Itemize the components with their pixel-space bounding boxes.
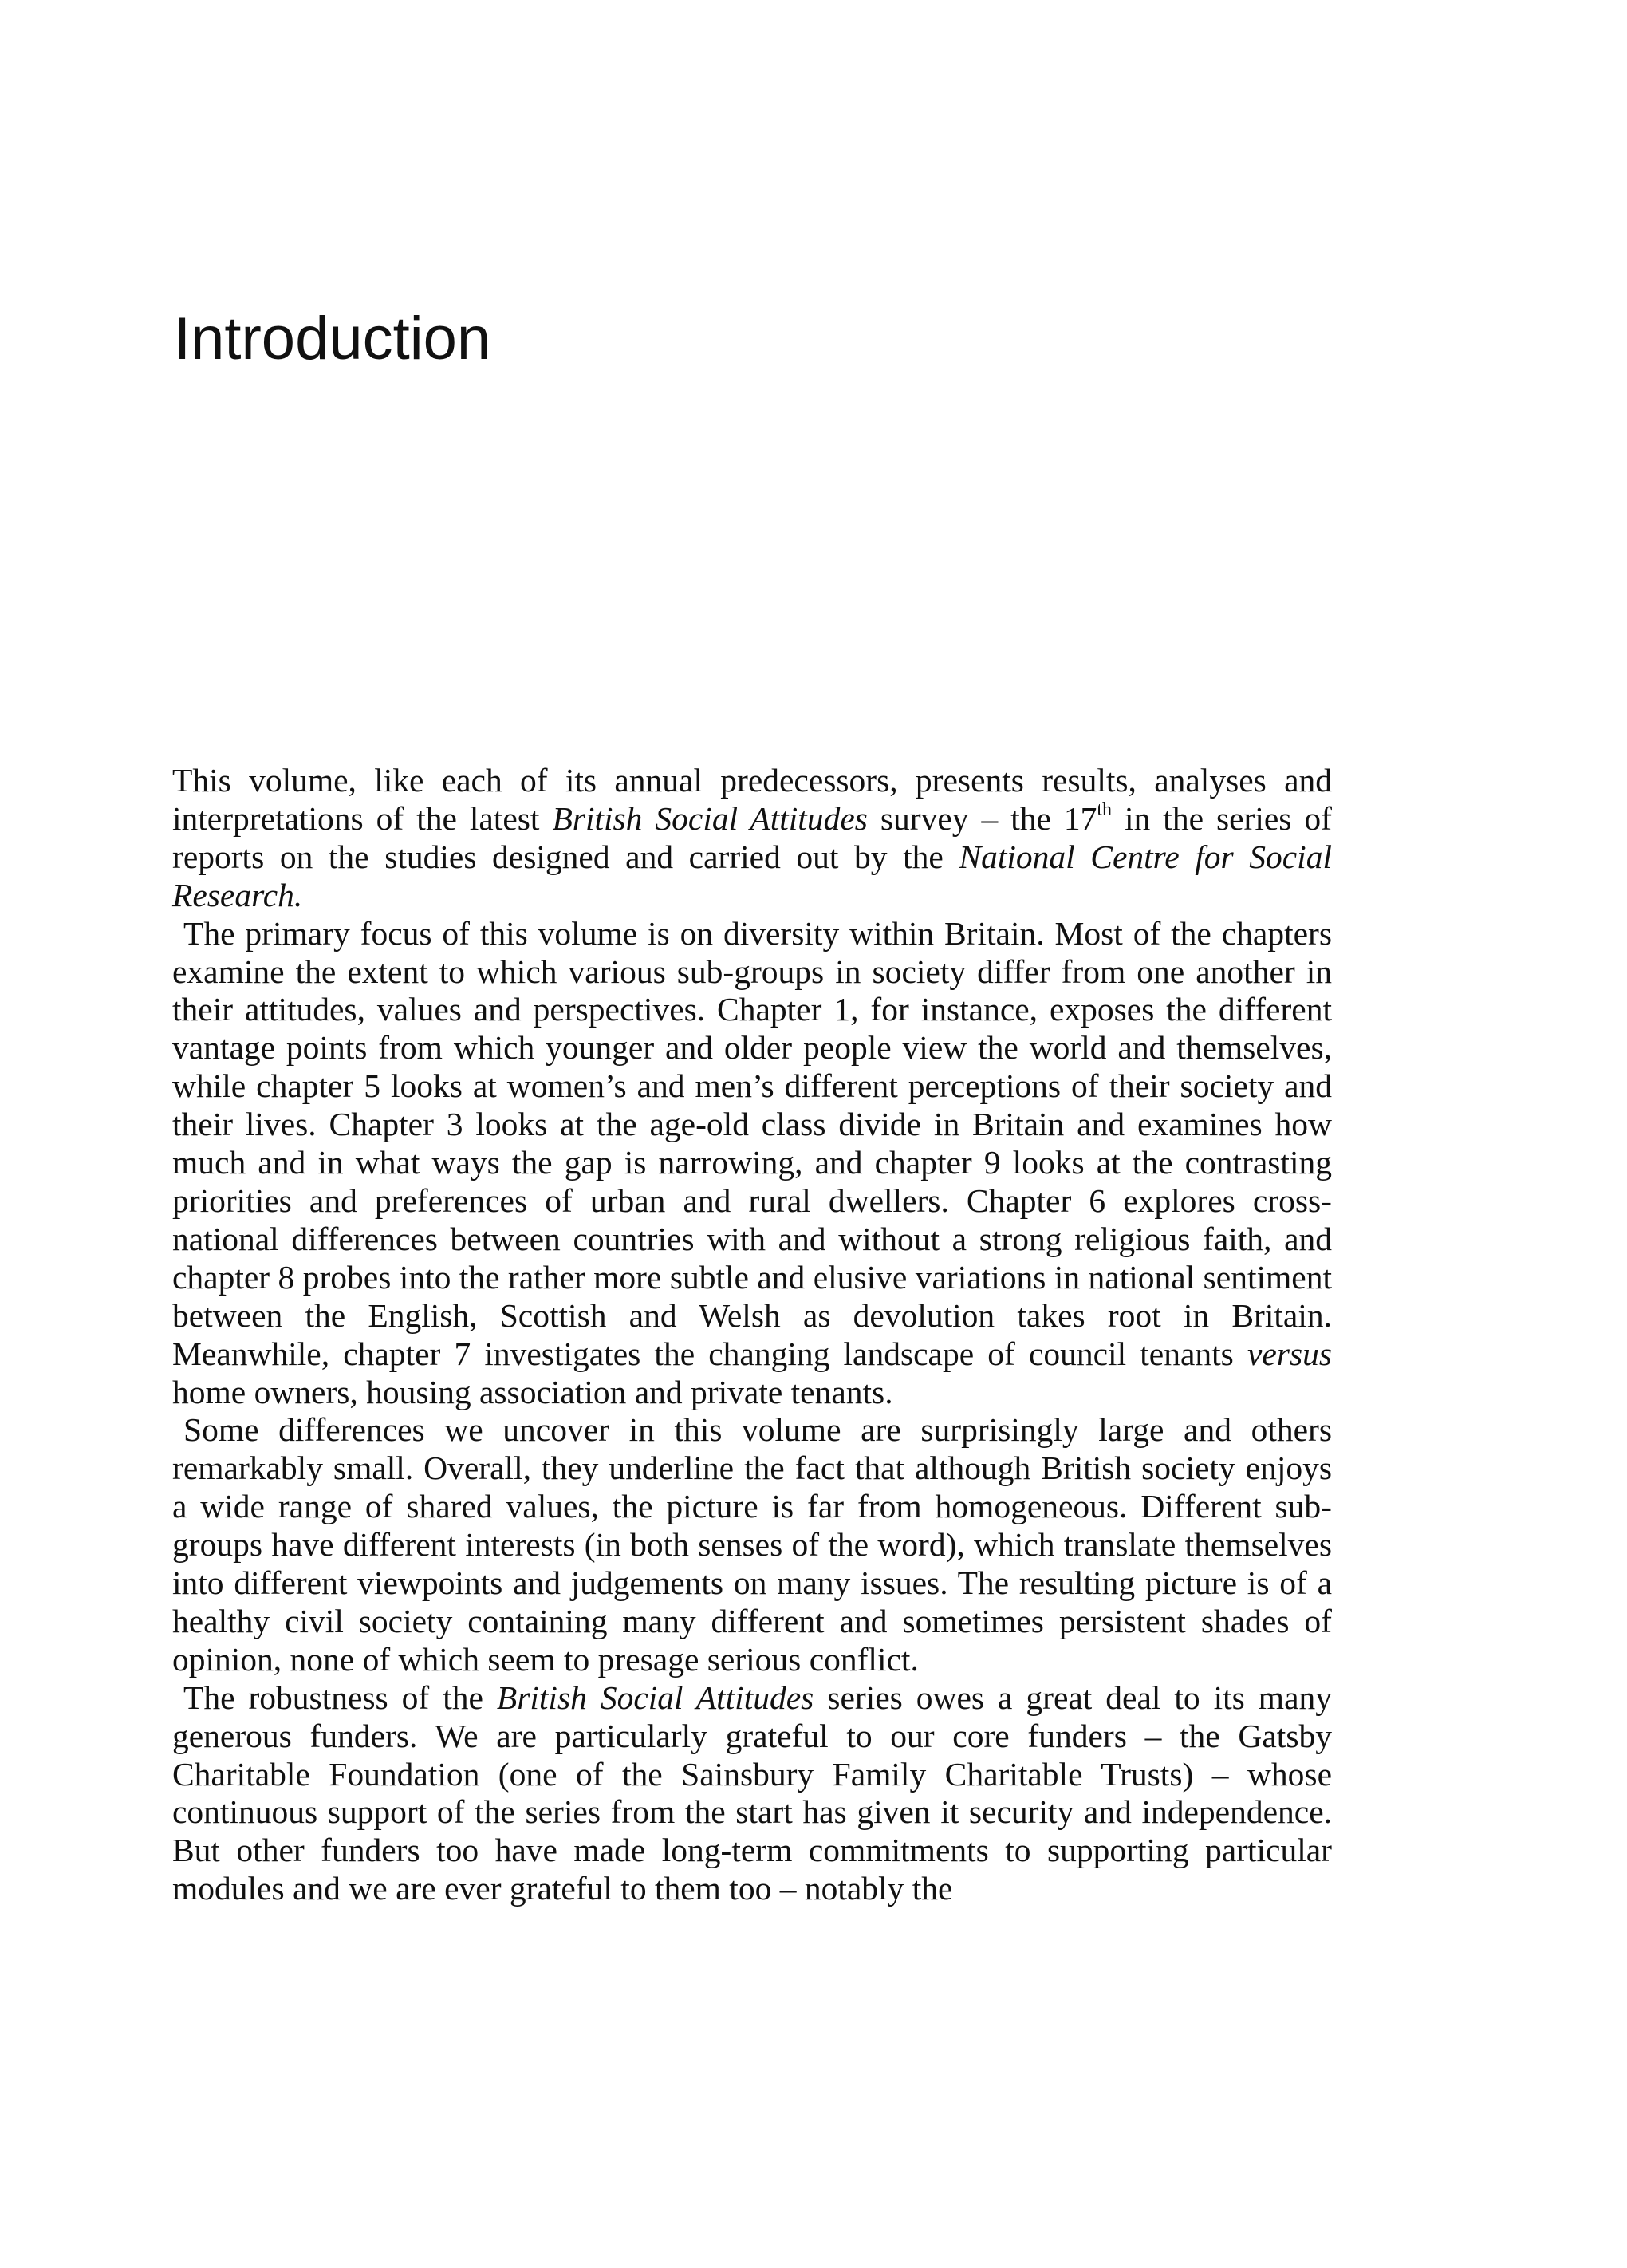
versus-italic: versus <box>1247 1335 1332 1372</box>
page-title: Introduction <box>174 305 491 373</box>
body-text <box>172 762 1332 1908</box>
text-run: in the series of reports on the studies designed and carried out by the <box>172 799 1332 875</box>
survey-name-italic: British Social Attitudes <box>552 799 868 837</box>
text-run: home owners, housing association and private tenants. <box>172 1373 893 1410</box>
survey-name-italic: British Social Attitudes <box>496 1678 814 1716</box>
text-run: series owes a great deal to its many generous funders. We are particularly grateful to our core funders – the Gatsby Charitable Foundation (one of the Sainsbury Family Charitable Trusts) – whose continuous support of the series from the start has given it security and independence. But other funders too have made long-term commitments to supporting particular modules and we are ever grateful to them too – notably the <box>172 1678 1332 1907</box>
text-run: Some differences we uncover in this volume are surprisingly large and others remarkably small. Overall, they underline the fact that although British society enjoys a wide range of shared values, the picture is far from homogeneous. Different sub-groups have different interests (in both senses of the word), which translate themselves into different viewpoints and judgements on many issues. The resulting picture is of a healthy civil society containing many different and sometimes persistent shades of opinion, none of which seem to presage serious conflict. <box>172 1411 1332 1678</box>
text-run: The robustness of the <box>183 1678 497 1716</box>
text-run: survey – the 17 <box>867 799 1097 837</box>
organisation-name-italic: National Centre for Social Research. <box>172 838 1332 913</box>
ordinal-superscript: th <box>1097 799 1113 820</box>
paragraph-2 <box>172 915 1332 1412</box>
text-run: This volume, like each of its annual predecessors, presents results, analyses and interpretations of the latest <box>172 762 1332 837</box>
paragraph-4 <box>172 1679 1332 1908</box>
paragraph-3 <box>172 1411 1332 1678</box>
paragraph-1 <box>172 762 1332 915</box>
text-run: The primary focus of this volume is on diversity within Britain. Most of the chapters examine the extent to which various sub-groups in society differ from one another in their attitudes, values and perspectives. Chapter 1, for instance, exposes the different vantage points from which younger and older people view the world and themselves, while chapter 5 looks at women’s and men’s different perceptions of their society and their lives. Chapter 3 looks at the age-old class divide in Britain and examines how much and in what ways the gap is narrowing, and chapter 9 looks at the contrasting priorities and preferences of urban and rural dwellers. Chapter 6 explores cross-national differences between countries with and without a strong religious faith, and chapter 8 probes into the rather more subtle and elusive variations in national sentiment between the English, Scottish and Welsh as devolution takes root in Britain. Meanwhile, chapter 7 investigates the changing landscape of council tenants <box>172 914 1332 1372</box>
